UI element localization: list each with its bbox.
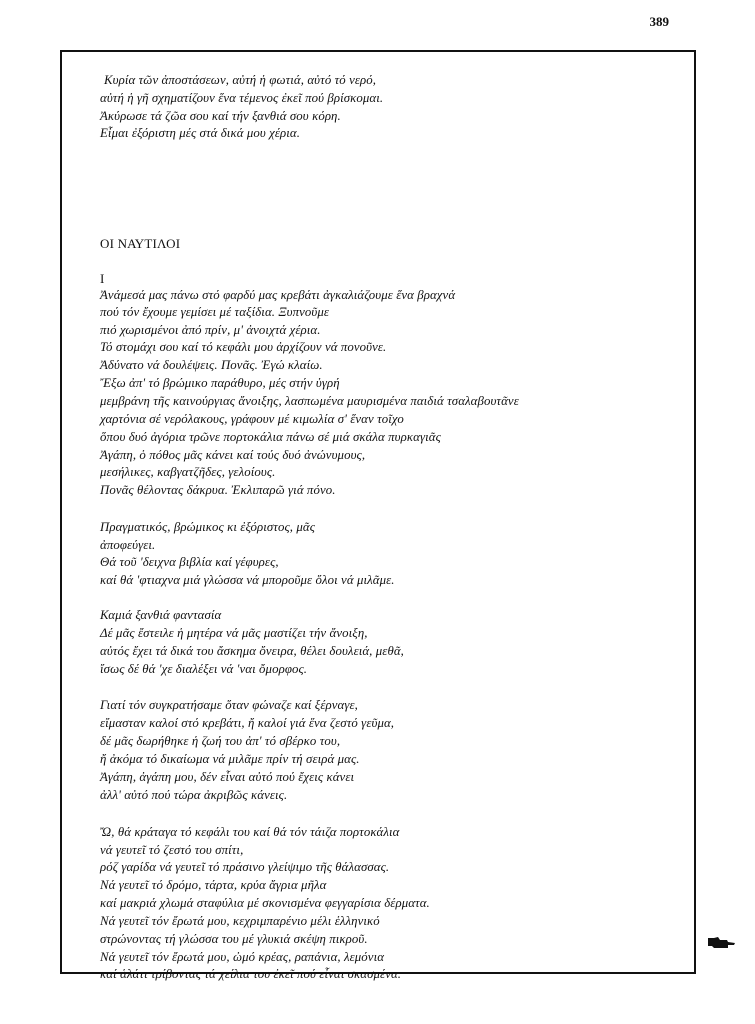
text-line: πού τόν ἔχουμε γεμίσει μέ ταξίδια. Ξυπνοῦμε [100,305,330,319]
text-line: καί θά 'φτιαχνα μιά γλώσσα νά μποροῦμε ὅλοι νά μιλᾶμε. [100,573,395,587]
text-line: ἀποφεύγει. [100,538,156,552]
text-line: Ἀγάπη, ἀγάπη μου, δέν εἶναι αὐτό πού ἔχεις κάνει [100,770,355,784]
text-line: μεμβράνη τῆς καινούργιας ἄνοιξης, λασπωμένα μαυρισμένα παιδιά τσαλαβουτᾶνε [100,394,519,408]
text-line: στρώνοντας τή γλώσσα του μέ γλυκιά σκέψη πικροῦ. [100,932,368,946]
text-line: Κυρία τῶν ἀποστάσεων, αὐτή ἡ φωτιά, αὐτό τό νερό, [104,73,377,87]
text-line: Ἀκύρωσε τά ζῶα σου καί τήν ξανθιά σου κόρη. [100,109,341,123]
text-line: πιό χωρισμένοι ἀπό πρίν, μ' ἀνοιχτά χέρια. [100,323,321,337]
text-line: ὅπου δυό ἀγόρια τρῶνε πορτοκάλια πάνω σέ μιά σκάλα πυρκαγιᾶς [100,430,441,444]
text-line: Θά τοῦ 'δειχνα βιβλία καί γέφυρες, [100,555,279,569]
text-line: χαρτόνια σέ νερόλακους, γράφουν μέ κιμωλία σ' ἕναν τοῖχο [100,412,404,426]
text-line: μεσήλικες, καβγατζῆδες, γελοίους. [100,465,276,479]
text-line: Ἀδύνατο νά δουλέψεις. Πονᾶς. Ἐγώ κλαίω. [100,358,323,372]
text-line: καί μακριά χλωμά σταφύλια μέ σκονισμένα φεγγαρίσια δέρματα. [100,896,430,910]
text-line: Ἀγάπη, ὁ πόθος μᾶς κάνει καί τούς δυό ἀνώνυμους, [100,448,366,462]
text-line: ἴσως δέ θά 'χε διαλέξει νά 'ναι ὄμορφος. [100,662,308,676]
text-line: Εἶμαι ἐξόριστη μές στά δικά μου χέρια. [100,126,300,140]
text-line: αὐτή ἡ γῆ σχηματίζουν ἕνα τέμενος ἐκεῖ πού βρίσκομαι. [100,91,384,105]
text-line: Νά γευτεῖ τό δρόμο, τάρτα, κρύα ἄγρια μῆλα [100,878,327,892]
pointing-hand-icon [706,935,736,949]
text-line: δέ μᾶς δωρήθηκε ἡ ζωή του ἀπ' τό σβέρκο του, [100,734,341,748]
text-line: καί ἁλάτι τρίβοντας τά χείλια του ἐκεῖ πού εἶναι σκασμένα. [100,967,402,981]
section-number: Ι [100,271,105,286]
poem-title: ΟΙ ΝΑΥΤΙΛΟΙ [100,236,181,251]
text-line: Πονᾶς θέλοντας δάκρυα. Ἐκλιπαρῶ γιά πόνο. [100,483,336,497]
text-line: Ἔξω ἀπ' τό βρώμικο παράθυρο, μές στήν ὑγρή [100,376,340,390]
text-line: Γιατί τόν συγκρατήσαμε ὅταν φώναζε καί ξέρναγε, [100,698,358,712]
text-line: εἴμασταν καλοί στό κρεβάτι, ἤ καλοί γιά ἕνα ζεστό γεῦμα, [100,716,395,730]
text-line: Ἀνάμεσά μας πάνω στό φαρδύ μας κρεβάτι ἀγκαλιάζουμε ἕνα βραχνά [100,288,456,302]
text-line: Τό στομάχι σου καί τό κεφάλι μου ἀρχίζουν νά πονοῦνε. [100,340,387,354]
text-line: ἀλλ' αὐτό πού τώρα ἀκριβῶς κάνεις. [100,788,288,802]
text-line: νά γευτεῖ τό ζεστό του σπίτι, [100,843,244,857]
text-line: ρόζ γαρίδα νά γευτεῖ τό πράσινο γλείψιμο τῆς θάλασσας. [100,860,390,874]
text-line: Νά γευτεῖ τόν ἔρωτά μου, κεχριμπαρένιο μέλι ἑλληνικό [100,914,380,928]
text-line: Καμιά ξανθιά φαντασία [100,608,222,622]
text-line: Νά γευτεῖ τόν ἔρωτά μου, ὠμό κρέας, ραπάνια, λεμόνια [100,950,385,964]
text-line: Πραγματικός, βρώμικος κι ἐξόριστος, μᾶς [100,520,315,534]
text-line: αὐτός ἔχει τά δικά του ἄσκημα ὄνειρα, θέλει δουλειά, μεθᾶ, [100,644,404,658]
text-line: Ὤ, θά κράταγα τό κεφάλι του καί θά τόν τάιζα πορτοκάλια [100,825,400,839]
page-number: 389 [649,14,669,29]
text-line: ἤ ἀκόμα τό δικαίωμα νά μιλᾶμε πρίν τή σειρά μας. [100,752,360,766]
text-line: Δέ μᾶς ἔστειλε ἡ μητέρα νά μᾶς μαστίζει τήν ἄνοιξη, [100,626,368,640]
